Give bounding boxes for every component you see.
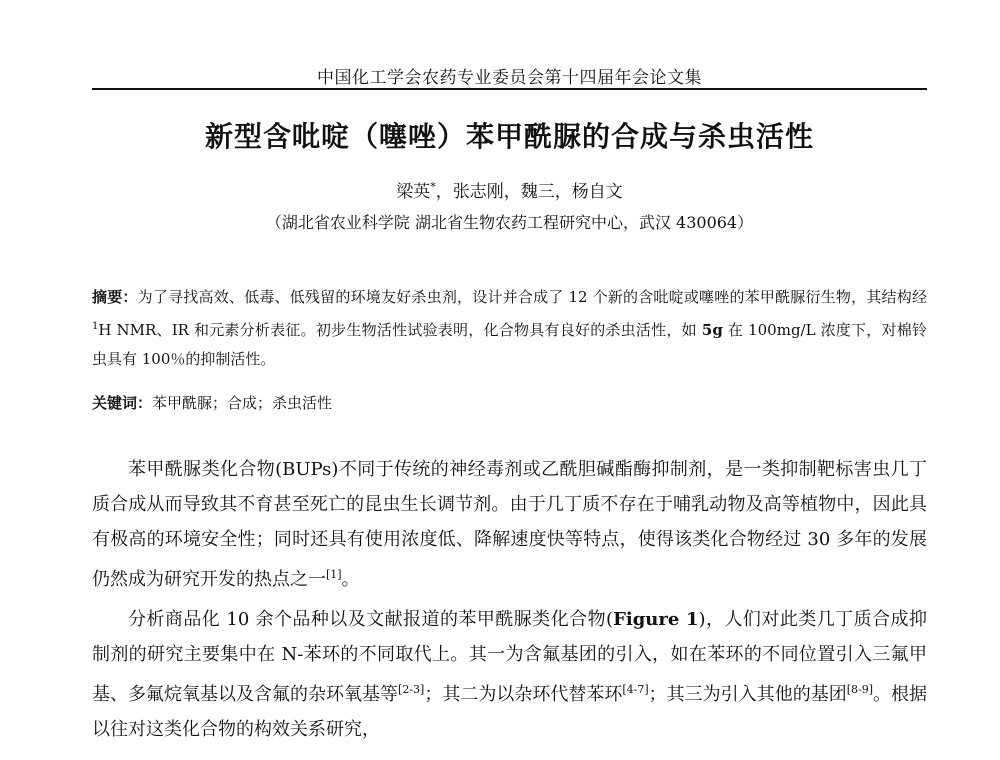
- p2-text-a: 分析商品化 10 余个品种以及文献报道的苯甲酰脲类化合物(: [128, 609, 614, 630]
- citation-4-7: [4-7]: [622, 683, 649, 696]
- coauthors: ，张志刚，魏三，杨自文: [435, 182, 623, 202]
- corresponding-author: 梁英: [396, 182, 431, 202]
- header-rule: [92, 88, 927, 90]
- affiliation: （湖北省农业科学院 湖北省生物农药工程研究中心，武汉 430064）: [265, 213, 754, 232]
- abstract-text-3: 在 100mg/L 浓度下，对棉铃虫具有 100％的抑制活性。: [92, 321, 928, 368]
- keywords-label: 关键词：: [92, 394, 153, 412]
- keywords: [92, 391, 927, 415]
- keywords-text: 苯甲酰脲；合成；杀虫活性: [152, 394, 333, 412]
- abstract-text-2: H NMR、IR 和元素分析表征。初步生物活性试验表明，化合物具有良好的杀虫活性，如: [98, 321, 702, 339]
- abstract: [92, 283, 927, 374]
- abstract-label: 摘要：: [92, 288, 138, 306]
- citation-2-3: [2-3]: [398, 683, 425, 696]
- nmr-superscript: 1: [92, 321, 99, 332]
- author-line: [92, 177, 927, 202]
- running-header: 中国化工学会农药专业委员会第十四届年会论文集: [317, 68, 702, 88]
- citation-8-9: [8-9]: [846, 683, 873, 696]
- p2-text-b: )，人们对此类几丁质合成抑制剂的研究主要集中在 N-苯环的不同取代上。其一为含氟基团的引入，如在苯环的不同位置引入三氟甲基、多氟烷氧基以及含氟的杂环氧基等: [92, 609, 927, 705]
- p1-end: 。: [341, 569, 360, 590]
- compound-id: 5g: [701, 321, 723, 339]
- citation-1: [1]: [326, 568, 342, 581]
- p2-text-c: ；其二为以杂环代替苯环: [424, 684, 623, 705]
- abstract-text-1: 为了寻找高效、低毒、低残留的环境友好杀虫剂，设计并合成了 12 个新的含吡啶或噻唑的苯甲酰脲衍生物，其结构经: [137, 288, 927, 306]
- body-text: [92, 452, 927, 752]
- paragraph-1: [92, 452, 927, 597]
- figure-ref: Figure 1: [613, 609, 699, 630]
- paper-title: 新型含吡啶（噻唑）苯甲酰脲的合成与杀虫活性: [204, 120, 814, 153]
- p1-text: 苯甲酰脲类化合物(BUPs)不同于传统的神经毒剂或乙酰胆碱酯酶抑制剂，是一类抑制靶标害虫几丁质合成从而导致其不育甚至死亡的昆虫生长调节剂。由于几丁质不存在于哺乳动物及高等植物中，因此具有极高的环境安全性；同时还具有使用浓度低、降解速度快等特点，使得该类化合物经过 30 多年的发展仍然成为研究开发的热点之一: [92, 459, 927, 590]
- p2-text-e: 。根据以往对这类化合物的构效关系研究，: [92, 684, 928, 740]
- p2-text-d: ；其三为引入其他的基团: [648, 684, 847, 705]
- paragraph-2: [92, 602, 927, 747]
- corresponding-mark: *: [430, 180, 436, 194]
